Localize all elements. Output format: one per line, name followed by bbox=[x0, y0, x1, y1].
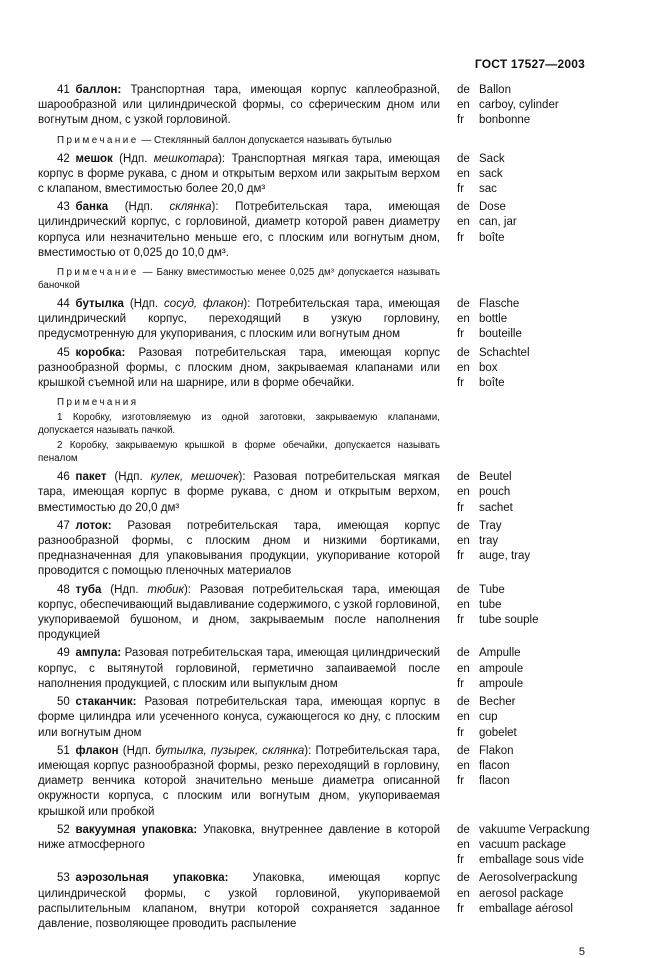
term-definition-paragraph: 49 ампула: Разовая потребительская тара, имеющая цилиндрический корпус, с вытянутой горловиной, герметично запаиваемой после наполнения продукцией, с плоским или выпуклым дном bbox=[38, 647, 440, 690]
term-name: аэрозольная упаковка: bbox=[75, 872, 229, 885]
term-name: баллон: bbox=[75, 84, 122, 96]
term-definition-block bbox=[38, 583, 440, 644]
translation-line bbox=[457, 887, 620, 902]
term-number: 50 bbox=[57, 696, 70, 709]
term-translations bbox=[440, 297, 620, 343]
term-definition-block bbox=[38, 519, 440, 580]
term-definition-block bbox=[38, 83, 440, 149]
translation-line bbox=[457, 113, 620, 128]
term-translations bbox=[440, 695, 620, 741]
translation-line bbox=[457, 695, 620, 710]
translation-text: auge, tray bbox=[479, 550, 531, 563]
translation-text: aerosol package bbox=[479, 887, 564, 900]
translation-text: boîte bbox=[479, 377, 505, 390]
language-code: de bbox=[457, 647, 470, 660]
term-entry bbox=[38, 83, 620, 149]
term-number: 52 bbox=[57, 823, 70, 836]
translation-text: sac bbox=[479, 183, 497, 196]
translation-line bbox=[457, 662, 620, 677]
translation-line bbox=[457, 646, 620, 661]
translation-line bbox=[457, 744, 620, 759]
language-code: en bbox=[457, 313, 470, 326]
language-code: fr bbox=[457, 377, 465, 390]
translation-line bbox=[457, 200, 620, 215]
term-translations bbox=[440, 200, 620, 246]
term-notes bbox=[38, 396, 440, 465]
term-name: мешок bbox=[75, 152, 113, 165]
translation-text: emballage sous vide bbox=[479, 854, 584, 867]
term-number: 45 bbox=[57, 346, 70, 359]
term-number: 42 bbox=[57, 152, 70, 165]
translation-text: can, jar bbox=[479, 216, 517, 229]
term-definition-paragraph: 47 лоток: Разовая потребительская тара, имеющая корпус разнообразной формы, с плоским дном и низкими бортиками, предназначенная для упаковывания продукции, укупоривание которой проводится с помощью пленочных материалов bbox=[38, 519, 440, 578]
translation-line bbox=[457, 838, 620, 853]
term-entry bbox=[38, 297, 620, 343]
deprecated-synonyms: сосуд, флакон bbox=[164, 298, 244, 311]
term-name: коробка: bbox=[75, 346, 126, 359]
language-code: en bbox=[457, 711, 470, 724]
language-code: en bbox=[457, 167, 470, 180]
translation-line bbox=[457, 902, 620, 917]
language-code: de bbox=[457, 519, 470, 532]
translation-text: ampoule bbox=[479, 677, 524, 690]
translation-line bbox=[457, 167, 620, 182]
language-code: de bbox=[457, 471, 470, 484]
term-definition-paragraph: 50 стаканчик: Разовая потребительская тара, имеющая корпус в форме цилиндра или усеченного конуса, сужающегося ко дну, с плоским или вогнутым дном bbox=[38, 696, 440, 739]
term-translations bbox=[440, 519, 620, 565]
page-footer bbox=[0, 946, 585, 958]
translation-text: Aerosolverpackung bbox=[479, 872, 578, 885]
translation-line bbox=[457, 501, 620, 516]
term-definition-paragraph: 53 аэрозольная упаковка: Упаковка, имеющая корпус цилиндрической формы, с узкой горловиной, укупориваемой распылительным клапаном, внутри которой сохраняется заданное давление, позволяющее проводить распыление bbox=[38, 872, 440, 930]
translation-text: vacuum package bbox=[479, 838, 566, 851]
note-paragraph: Примечание — Банку вместимостью менее 0,025 дм³ допускается называть баночкой bbox=[38, 267, 440, 292]
translation-line bbox=[457, 519, 620, 534]
term-number: 46 bbox=[57, 471, 70, 484]
deprecated-synonyms: склянка bbox=[169, 201, 212, 214]
note-label: Примечание bbox=[57, 134, 139, 146]
term-entry bbox=[38, 152, 620, 198]
translation-line bbox=[457, 759, 620, 774]
language-code: fr bbox=[457, 614, 465, 627]
translation-text: ampoule bbox=[479, 662, 524, 675]
language-code: de bbox=[457, 696, 470, 709]
term-definition-paragraph: 52 вакуумная упаковка: Упаковка, внутреннее давление в которой ниже атмосферного bbox=[38, 823, 440, 851]
translation-line bbox=[457, 312, 620, 327]
translation-line bbox=[457, 774, 620, 789]
translation-text: tube souple bbox=[479, 614, 539, 627]
translation-line bbox=[457, 534, 620, 549]
term-entry bbox=[38, 583, 620, 644]
term-translations bbox=[440, 744, 620, 790]
term-definition-paragraph: 42 мешок (Ндп. мешкотара): Транспортная мягкая тара, имеющая корпус в форме рукава, с дном и открытым верхом или закрытым верхом с клапаном, вместимостью более 20,0 дм³ bbox=[38, 152, 440, 196]
deprecated-synonyms: бутылка, пузырек, склянка bbox=[155, 744, 305, 757]
translation-line bbox=[457, 871, 620, 886]
translation-line bbox=[457, 583, 620, 598]
translation-text: Beutel bbox=[479, 471, 512, 484]
term-translations bbox=[440, 346, 620, 392]
translation-text: Sack bbox=[479, 152, 505, 165]
term-translations bbox=[440, 83, 620, 129]
translation-line bbox=[457, 297, 620, 312]
translation-text: box bbox=[479, 361, 498, 374]
language-code: de bbox=[457, 346, 470, 359]
language-code: fr bbox=[457, 726, 465, 739]
language-code: de bbox=[457, 744, 470, 757]
term-definition-paragraph: 51 флакон (Ндп. бутылка, пузырек, склянка): Потребительская тара, имеющая корпус разнообразной формы, резко переходящий в горловину, диаметр венчика которой значительно меньше диаметра описанной окружности корпуса, с плоским или вогнутым дном, укупориваемая крышкой или пробкой bbox=[38, 744, 440, 818]
term-number: 41 bbox=[57, 84, 70, 96]
translation-line bbox=[457, 327, 620, 342]
translation-line bbox=[457, 182, 620, 197]
translation-line bbox=[457, 215, 620, 230]
term-definition-block bbox=[38, 695, 440, 741]
term-name: вакуумная упаковка: bbox=[75, 823, 198, 836]
translation-line bbox=[457, 853, 620, 868]
term-entry bbox=[38, 871, 620, 932]
translation-line bbox=[457, 361, 620, 376]
term-name: ампула: bbox=[75, 647, 122, 660]
term-name: лоток: bbox=[75, 519, 112, 532]
term-notes bbox=[38, 266, 440, 292]
translation-line bbox=[457, 726, 620, 741]
language-code: en bbox=[457, 662, 470, 675]
term-name: пакет bbox=[75, 471, 107, 484]
language-code: fr bbox=[457, 231, 465, 244]
translation-text: bonbonne bbox=[479, 114, 531, 127]
term-definition-block bbox=[38, 871, 440, 932]
language-code: de bbox=[457, 298, 470, 311]
term-number: 49 bbox=[57, 647, 70, 660]
term-definition-paragraph: 41 баллон: Транспортная тара, имеющая корпус каплеобразной, шарообразной или цилиндрической формы, со сферическим дном или вогнутым дном, с узкой горловиной. bbox=[38, 84, 440, 127]
language-code: en bbox=[457, 838, 470, 851]
translation-line bbox=[457, 677, 620, 692]
translation-text: Flakon bbox=[479, 744, 514, 757]
term-definition-paragraph: 48 туба (Ндп. тюбик): Разовая потребительская тара, имеющая корпус, обеспечивающий выдавливание содержимого, с узкой горловиной, укупориваемой бушоном, и дном, закрываемым после наполнения продукцией bbox=[38, 583, 440, 642]
language-code: de bbox=[457, 823, 470, 836]
language-code: de bbox=[457, 84, 470, 96]
language-code: de bbox=[457, 872, 470, 885]
note-label: Примечание bbox=[57, 267, 139, 279]
language-code: fr bbox=[457, 328, 465, 341]
translation-text: bouteille bbox=[479, 328, 522, 341]
translation-text: Tube bbox=[479, 583, 505, 596]
terms-list bbox=[38, 83, 620, 932]
note-label: Примечания bbox=[57, 397, 139, 409]
term-definition-block bbox=[38, 646, 440, 692]
term-definition-paragraph: 45 коробка: Разовая потребительская тара, имеющая корпус разнообразной формы, с плоским дном, закрываемая клапанами или крышкой съемной или на шарнире, или в форме обечайки. bbox=[38, 346, 440, 390]
page-header bbox=[0, 0, 661, 71]
term-number: 47 bbox=[57, 519, 70, 532]
translation-line bbox=[457, 613, 620, 628]
language-code: fr bbox=[457, 677, 465, 690]
translation-text: Ampulle bbox=[479, 647, 521, 660]
translation-text: Schachtel bbox=[479, 346, 530, 359]
deprecated-synonyms: мешкотара bbox=[153, 152, 219, 165]
term-entry bbox=[38, 823, 620, 869]
translation-text: Ballon bbox=[479, 84, 511, 96]
term-entry bbox=[38, 646, 620, 692]
translation-text: boîte bbox=[479, 231, 505, 244]
translation-text: gobelet bbox=[479, 726, 517, 739]
term-name: бутылка bbox=[75, 298, 124, 311]
language-code: en bbox=[457, 759, 470, 772]
term-entry bbox=[38, 470, 620, 516]
standard-number: ГОСТ 17527—2003 bbox=[474, 57, 585, 71]
translation-text: emballage aérosol bbox=[479, 902, 573, 915]
term-translations bbox=[440, 823, 620, 869]
translation-text: pouch bbox=[479, 486, 511, 499]
translation-text: vakuume Verpackung bbox=[479, 823, 590, 836]
term-entry bbox=[38, 744, 620, 820]
language-code: en bbox=[457, 887, 470, 900]
term-translations bbox=[440, 646, 620, 692]
translation-text: sachet bbox=[479, 501, 513, 514]
language-code: fr bbox=[457, 550, 465, 563]
term-definition-block bbox=[38, 470, 440, 516]
translation-line bbox=[457, 98, 620, 113]
language-code: en bbox=[457, 216, 470, 229]
term-definition-block bbox=[38, 152, 440, 198]
term-entry bbox=[38, 695, 620, 741]
translation-text: sack bbox=[479, 167, 503, 180]
term-number: 44 bbox=[57, 298, 70, 311]
translation-line bbox=[457, 152, 620, 167]
language-code: en bbox=[457, 486, 470, 499]
translation-text: tube bbox=[479, 598, 502, 611]
translation-text: Tray bbox=[479, 519, 502, 532]
language-code: fr bbox=[457, 501, 465, 514]
term-definition-block bbox=[38, 823, 440, 853]
translation-text: tray bbox=[479, 535, 499, 548]
term-entry bbox=[38, 346, 620, 468]
translation-line bbox=[457, 83, 620, 98]
term-entry bbox=[38, 200, 620, 294]
term-name: флакон bbox=[75, 744, 119, 757]
term-name: туба bbox=[75, 583, 102, 596]
translation-line bbox=[457, 231, 620, 246]
term-translations bbox=[440, 470, 620, 516]
translation-text: Becher bbox=[479, 696, 516, 709]
translation-line bbox=[457, 549, 620, 564]
translation-text: Dose bbox=[479, 201, 506, 214]
translation-line bbox=[457, 470, 620, 485]
notes-heading bbox=[38, 396, 440, 409]
deprecated-synonyms: тюбик bbox=[147, 583, 184, 596]
language-code: de bbox=[457, 152, 470, 165]
translation-text: carboy, cylinder bbox=[479, 99, 559, 112]
translation-line bbox=[457, 376, 620, 391]
note-paragraph: 2 Коробку, закрываемую крышкой в форме обечайки, допускается называть пеналом bbox=[38, 440, 440, 465]
term-number: 48 bbox=[57, 583, 70, 596]
term-name: стаканчик: bbox=[75, 696, 137, 709]
language-code: fr bbox=[457, 775, 465, 788]
term-definition-paragraph: 43 банка (Ндп. склянка): Потребительская тара, имеющая цилиндрический корпус, с горловиной, диаметр которой равен диаметру корпуса или незначительно меньше его, с плоским или вогнутым дном, вместимостью от 0,025 до 10,0 дм³. bbox=[38, 201, 440, 259]
deprecated-synonyms: кулек, мешочек bbox=[150, 471, 239, 484]
translation-line bbox=[457, 485, 620, 500]
language-code: fr bbox=[457, 854, 465, 867]
term-entry bbox=[38, 519, 620, 580]
language-code: en bbox=[457, 535, 470, 548]
language-code: fr bbox=[457, 114, 465, 127]
note-paragraph: 1 Коробку, изготовляемую из одной заготовки, закрываемую клапанами, допускается называть пачкой. bbox=[38, 412, 440, 437]
term-name: банка bbox=[75, 201, 109, 214]
language-code: de bbox=[457, 583, 470, 596]
language-code: fr bbox=[457, 902, 465, 915]
translation-text: cup bbox=[479, 711, 498, 724]
term-translations bbox=[440, 871, 620, 917]
translation-line bbox=[457, 346, 620, 361]
term-number: 43 bbox=[57, 201, 70, 214]
term-translations bbox=[440, 583, 620, 629]
translation-line bbox=[457, 823, 620, 838]
term-definition-block bbox=[38, 200, 440, 294]
term-definition-paragraph: 46 пакет (Ндп. кулек, мешочек): Разовая потребительская мягкая тара, имеющая корпус в форме рукава, с дном и открытым верхом, вместимостью до 20,0 дм³ bbox=[38, 471, 440, 514]
language-code: fr bbox=[457, 183, 465, 196]
language-code: en bbox=[457, 361, 470, 374]
page-number: 5 bbox=[578, 946, 585, 958]
term-notes bbox=[38, 134, 440, 147]
term-definition-paragraph: 44 бутылка (Ндп. сосуд, флакон): Потребительская тара, имеющая цилиндрический корпус, переходящий в узкую горловину, предусмотренную для укупоривания, с плоским или вогнутым дном bbox=[38, 298, 440, 341]
language-code: en bbox=[457, 598, 470, 611]
language-code: de bbox=[457, 201, 470, 214]
translation-line bbox=[457, 710, 620, 725]
translation-text: Flasche bbox=[479, 298, 520, 311]
translation-text: flacon bbox=[479, 759, 510, 772]
translation-text: bottle bbox=[479, 313, 508, 326]
term-definition-block bbox=[38, 297, 440, 343]
term-number: 53 bbox=[57, 872, 70, 885]
translation-line bbox=[457, 598, 620, 613]
note-paragraph: Примечание — Стеклянный баллон допускается называть бутылью bbox=[57, 134, 392, 146]
term-translations bbox=[440, 152, 620, 198]
term-definition-block bbox=[38, 346, 440, 468]
language-code: en bbox=[457, 99, 470, 112]
term-definition-block bbox=[38, 744, 440, 820]
translation-text: flacon bbox=[479, 775, 510, 788]
term-number: 51 bbox=[57, 744, 70, 757]
